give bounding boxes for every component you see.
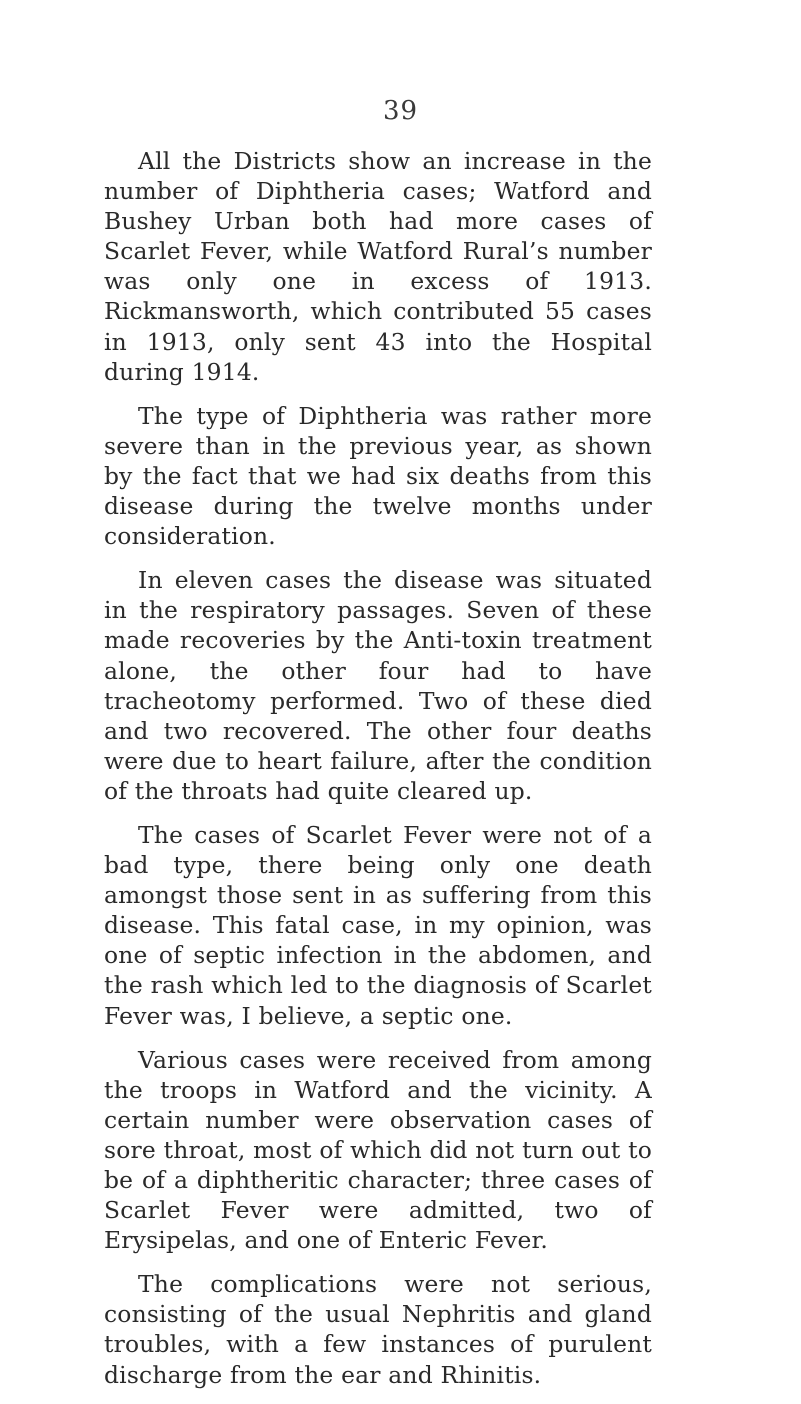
body-text (104, 146, 652, 1404)
paragraph-complications: The complications were not serious, consisting of the usual Nephritis and gland troubles, with a few instances of purulent discharge from the ear and Rhinitis. (104, 1270, 652, 1389)
paragraph-troop-cases: Various cases were received from among the troops in Watford and the vicinity. A certain number were observation cases of sore throat, most of which did not turn out to be of a diphtheritic character; three cases of Scarlet Fever were admitted, two of Erysipelas, and one of Enteric Fever. (104, 1045, 652, 1255)
paragraph-respiratory-cases: In eleven cases the disease was situated in the respiratory passages. Seven of these made recoveries by the Anti-toxin treatment alone, the other four had to have tracheotomy performed. Two of these died and two recovered. The other four deaths were due to heart failure, after the condition of the throats had quite cleared up. (104, 566, 652, 805)
paragraph-scarlet-fever: The cases of Scarlet Fever were not of a bad type, there being only one death amongst those sent in as suffering from this disease. This fatal case, in my opinion, was one of septic infection in the abdomen, and the rash which led to the diagnosis of Scarlet Fever was, I believe, a septic one. (104, 820, 652, 1030)
paragraph-district-increase: All the Districts show an increase in the number of Diphtheria cases; Watford and Bushey Urban both had more cases of Scarlet Fever, while Watford Rural’s number was only one in excess of 1913. Rickmansworth, which contributed 55 cases in 1913, only sent 43 into the Hospital during 1914. (104, 147, 652, 386)
paragraph-diphtheria-type: The type of Diphtheria was rather more severe than in the previous year, as shown by the fact that we had six deaths from this disease during the twelve months under consideration. (104, 401, 652, 551)
page-number: 39 (382, 96, 419, 126)
